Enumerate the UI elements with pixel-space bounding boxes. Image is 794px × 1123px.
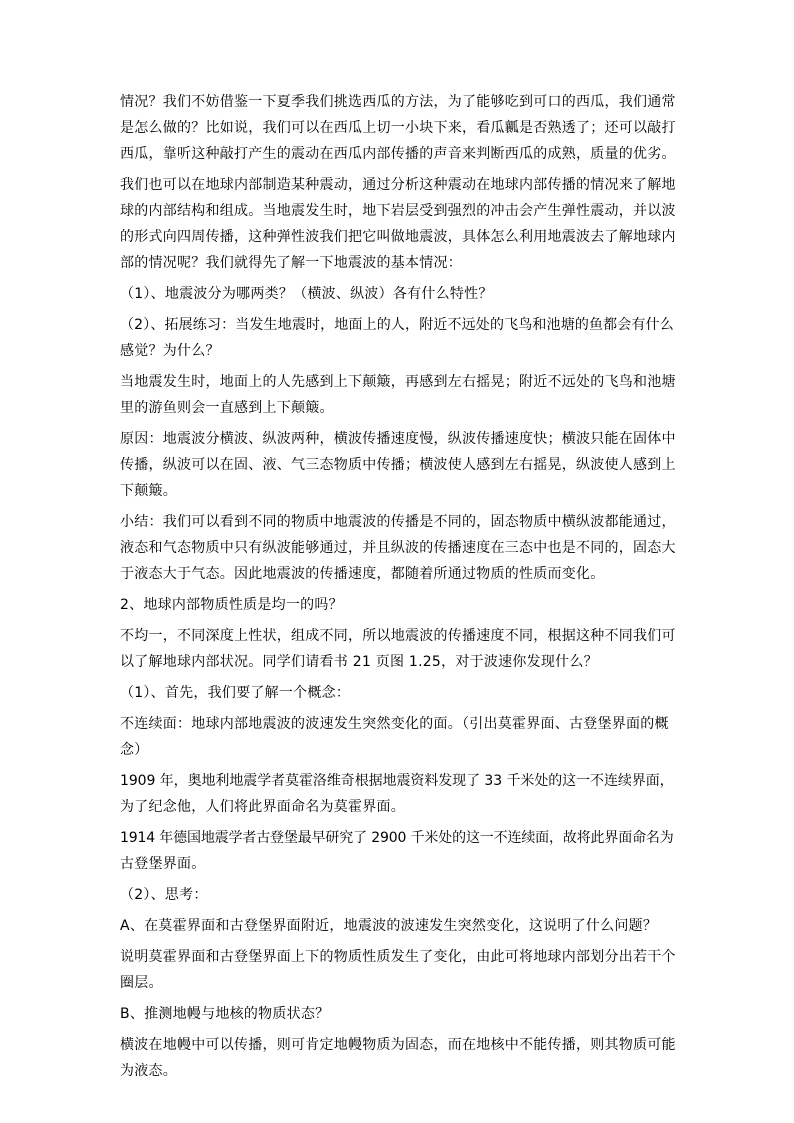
text-line: 传播，纵波可以在固、液、气三态物质中传播；横波使人感到左右摇晃，纵波使人感到上 <box>120 457 676 473</box>
paragraph <box>120 1001 676 1027</box>
text-line: 原因：地震波分横波、纵波两种，横波传播速度慢，纵波传播速度快；横波只能在固体中 <box>120 431 676 447</box>
paragraph <box>120 312 676 364</box>
paragraph <box>120 89 676 167</box>
paragraph <box>120 825 676 877</box>
text-line: 西瓜，靠听这种敲打产生的震动在西瓜内部传播的声音来判断西瓜的成熟，质量的优劣。 <box>120 146 676 162</box>
text-line: 为液态。 <box>120 1063 177 1079</box>
paragraph <box>120 1032 676 1084</box>
text-line: 当地震发生时，地面上的人先感到上下颠簸，再感到左右摇晃；附近不远处的飞鸟和池塘 <box>120 374 676 390</box>
paragraph <box>120 369 676 421</box>
document-body <box>120 89 676 1084</box>
text-line: 不均一，不同深度上性状，组成不同，所以地震波的传播速度不同，根据这种不同我们可 <box>120 628 676 644</box>
text-line: 古登堡界面。 <box>120 856 206 872</box>
text-line: 1914 年德国地震学者古登堡最早研究了 2900 千米处的这一不连续面，故将此界面命名为 <box>120 830 674 846</box>
text-line: 圈层。 <box>120 975 163 991</box>
text-line: 念） <box>120 742 149 758</box>
paragraph <box>120 426 676 504</box>
paragraph <box>120 623 676 675</box>
text-line: 以了解地球内部状况。同学们请看书 21 页图 1.25，对于波速你发现什么？ <box>120 654 598 670</box>
paragraph <box>120 680 676 706</box>
text-line: 为了纪念他，人们将此界面命名为莫霍界面。 <box>120 799 405 815</box>
text-line: 横波在地幔中可以传播，则可肯定地幔物质为固态，而在地核中不能传播，则其物质可能 <box>120 1037 676 1053</box>
text-line: 不连续面：地球内部地震波的波速发生突然变化的面。（引出莫霍界面、古登堡界面的概 <box>120 716 669 732</box>
paragraph <box>120 592 676 618</box>
text-line: A、在莫霍界面和古登堡界面附近，地震波的波速发生突然变化，这说明了什么问题？ <box>120 918 658 934</box>
text-line: 情况？我们不妨借鉴一下夏季我们挑选西瓜的方法，为了能够吃到可口的西瓜，我们通常 <box>120 94 676 110</box>
paragraph <box>120 913 676 939</box>
text-line: 我们也可以在地球内部制造某种震动，通过分析这种震动在地球内部传播的情况来了解地 <box>120 177 676 193</box>
text-line: （2）、拓展练习：当发生地震时，地面上的人，附近不远处的飞鸟和池塘的鱼都会有什么 <box>120 317 674 333</box>
text-line: 说明莫霍界面和古登堡界面上下的物质性质发生了变化，由此可将地球内部划分出若干个 <box>120 949 676 965</box>
paragraph <box>120 882 676 908</box>
text-line: 里的游鱼则会一直感到上下颠簸。 <box>120 400 334 416</box>
text-line: （1）、首先，我们要了解一个概念： <box>120 685 351 701</box>
text-line: 2、地球内部物质性质是均一的吗？ <box>120 597 343 613</box>
text-line: 的形式向四周传播，这种弹性波我们把它叫做地震波，具体怎么利用地震波去了解地球内 <box>120 229 676 245</box>
text-line: 小结：我们可以看到不同的物质中地震波的传播是不同的，固态物质中横纵波都能通过， <box>120 514 676 530</box>
paragraph <box>120 711 676 763</box>
text-line: 于液态大于气态。因此地震波的传播速度，都随着所通过物质的性质而变化。 <box>120 566 605 582</box>
paragraph <box>120 172 676 276</box>
text-line: 下颠簸。 <box>120 483 177 499</box>
paragraph <box>120 768 676 820</box>
paragraph <box>120 281 676 307</box>
text-line: 部的情况呢？我们就得先了解一下地震波的基本情况： <box>120 255 462 271</box>
text-line: （1）、地震波分为哪两类？（横波、纵波）各有什么特性？ <box>120 286 493 302</box>
text-line: 液态和气态物质中只有纵波能够通过，并且纵波的传播速度在三态中也是不同的，固态大 <box>120 540 676 556</box>
paragraph <box>120 509 676 587</box>
text-line: （2）、思考： <box>120 887 208 903</box>
text-line: 1909 年，奥地利地震学者莫霍洛维奇根据地震资料发现了 33 千米处的这一不连续界面， <box>120 773 674 789</box>
text-line: B、推测地幔与地核的物质状态？ <box>120 1006 330 1022</box>
text-line: 感觉？为什么？ <box>120 343 220 359</box>
text-line: 球的内部结构和组成。当地震发生时，地下岩层受到强烈的冲击会产生弹性震动，并以波 <box>120 203 676 219</box>
text-line: 是怎么做的？比如说，我们可以在西瓜上切一小块下来，看瓜瓤是否熟透了；还可以敲打 <box>120 120 676 136</box>
paragraph <box>120 944 676 996</box>
